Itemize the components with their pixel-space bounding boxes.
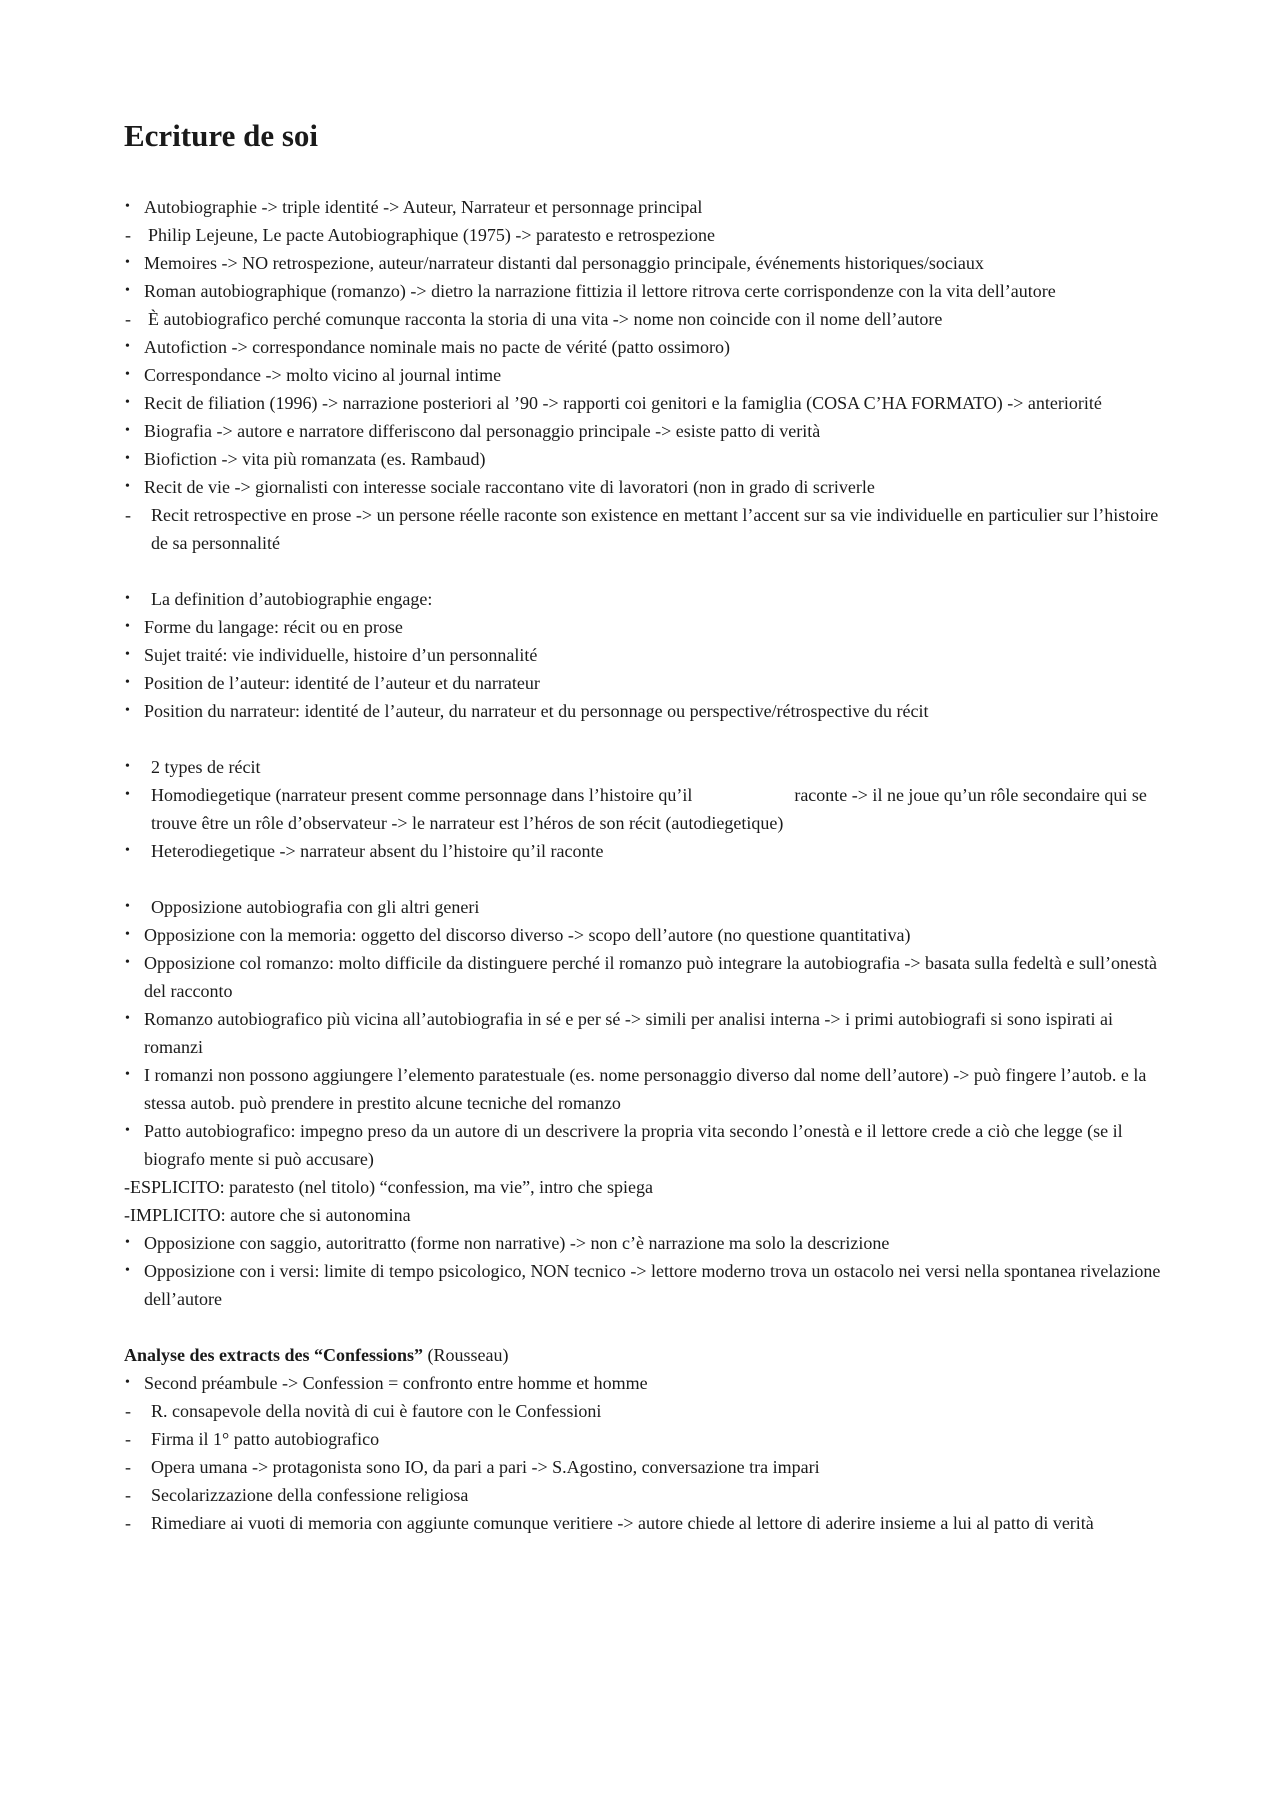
- section-oppositions: [124, 893, 1174, 1313]
- list-item: - Recit retrospective en prose -> un persone réelle raconte son existence en mettant l’accent sur sa vie individuelle en particulier sur l’histoire de sa personnalité: [124, 501, 1174, 557]
- bullet-marker: •: [125, 367, 130, 382]
- bullet-marker: •: [125, 591, 130, 606]
- spacer: [124, 725, 1174, 753]
- list-item: - Rimediare ai vuoti di memoria con aggiunte comunque veritiere -> autore chiede al lettore di aderire insieme a lui al patto di verità: [124, 1509, 1174, 1537]
- list-item: -ESPLICITO: paratesto (nel titolo) “confession, ma vie”, intro che spiega: [124, 1177, 654, 1197]
- section-confessions-analysis: [124, 1341, 1174, 1537]
- list-item: • Autofiction -> correspondance nominale mais no pacte de vérité (patto ossimoro): [124, 333, 1174, 361]
- list-item: • Biofiction -> vita più romanzata (es. Rambaud): [124, 445, 1174, 473]
- bullet-marker: •: [125, 787, 130, 802]
- bullet-marker: •: [125, 1123, 130, 1138]
- section-definition: [124, 585, 1174, 725]
- list-item: • Opposizione con la memoria: oggetto del discorso diverso -> scopo dell’autore (no questione quantitativa): [124, 921, 1174, 949]
- list-item: • 2 types de récit: [124, 753, 1174, 781]
- section-heading: Analyse des extracts des “Confessions” (Rousseau): [124, 1345, 509, 1365]
- list-item: • Recit de filiation (1996) -> narrazione posteriori al ’90 -> rapporti coi genitori e la famiglia (COSA C’HA FORMATO) -> anteriorité: [124, 389, 1174, 417]
- list-item: • Opposizione con saggio, autoritratto (forme non narrative) -> non c’è narrazione ma solo la descrizione: [124, 1229, 1174, 1257]
- list-item: • Opposizione col romanzo: molto difficile da distinguere perché il romanzo può integrare la autobiografia -> basata sulla fedeltà e sull’onestà del racconto: [124, 949, 1174, 1005]
- list-item: • Recit de vie -> giornalisti con interesse sociale raccontano vite di lavoratori (non in grado di scriverle: [124, 473, 1174, 501]
- list-item: • Forme du langage: récit ou en prose: [124, 613, 1174, 641]
- list-item: • Second préambule -> Confession = confronto entre homme et homme: [124, 1369, 1174, 1397]
- list-item: • Position du narrateur: identité de l’auteur, du narrateur et du personnage ou perspective/rétrospective du récit: [124, 697, 1174, 725]
- list-item: • Romanzo autobiografico più vicina all’autobiografia in sé e per sé -> simili per analisi interna -> i primi autobiografi si sono ispirati ai romanzi: [124, 1005, 1174, 1061]
- bullet-marker: •: [125, 703, 130, 718]
- bullet-marker: •: [125, 675, 130, 690]
- bullet-marker: •: [125, 395, 130, 410]
- list-item: • Opposizione autobiografia con gli altri generi: [124, 893, 1174, 921]
- bullet-marker: •: [125, 1375, 130, 1390]
- list-item: • Opposizione con i versi: limite di tempo psicologico, NON tecnico -> lettore moderno trova un ostacolo nei versi nella spontanea rivelazione dell’autore: [124, 1257, 1174, 1313]
- dash-marker: -: [125, 225, 131, 245]
- page-title: Ecriture de soi: [124, 118, 319, 153]
- bullet-marker: •: [125, 423, 130, 438]
- list-item: - Philip Lejeune, Le pacte Autobiographique (1975) -> paratesto e retrospezione: [124, 221, 1174, 249]
- bullet-marker: •: [125, 1235, 130, 1250]
- dash-marker: -: [125, 309, 131, 329]
- list-item: • Position de l’auteur: identité de l’auteur et du narrateur: [124, 669, 1174, 697]
- bullet-marker: •: [125, 1011, 130, 1026]
- dash-marker: -: [125, 1401, 131, 1421]
- list-item: - Opera umana -> protagonista sono IO, da pari a pari -> S.Agostino, conversazione tra impari: [124, 1453, 1174, 1481]
- list-item: • Autobiographie -> triple identité -> Auteur, Narrateur et personnage principal: [124, 193, 1174, 221]
- section-types-of-self-writing: [124, 193, 1174, 557]
- list-item: - Firma il 1° patto autobiografico: [124, 1425, 1174, 1453]
- list-item: • Patto autobiografico: impegno preso da un autore di un descrivere la propria vita secondo l’onestà e il lettore crede a ciò che legge (se il biografo mente si può accusare): [124, 1117, 1174, 1173]
- bullet-marker: •: [125, 283, 130, 298]
- list-item: - R. consapevole della novità di cui è fautore con le Confessioni: [124, 1397, 1174, 1425]
- list-item: - Secolarizzazione della confessione religiosa: [124, 1481, 1174, 1509]
- bullet-marker: •: [125, 843, 130, 858]
- list-item: • Heterodiegetique -> narrateur absent du l’histoire qu’il raconte: [124, 837, 1174, 865]
- list-item: • Memoires -> NO retrospezione, auteur/narrateur distanti dal personaggio principale, événements historiques/sociaux: [124, 249, 1174, 277]
- bullet-marker: •: [125, 255, 130, 270]
- spacer: [124, 865, 1174, 893]
- bullet-marker: •: [125, 647, 130, 662]
- dash-marker: -: [125, 1429, 131, 1449]
- spacer: [124, 557, 1174, 585]
- bullet-marker: •: [125, 451, 130, 466]
- bullet-marker: •: [125, 759, 130, 774]
- list-item: • Homodiegetique (narrateur present comme personnage dans l’histoire qu’il raconte -> il ne joue qu’un rôle secondaire qui se trouve être un rôle d’observateur -> le narrateur est l’héros de son récit (autodiegetique): [124, 781, 1174, 837]
- bullet-marker: •: [125, 955, 130, 970]
- dash-marker: -: [125, 1485, 131, 1505]
- bullet-marker: •: [125, 619, 130, 634]
- list-item: -IMPLICITO: autore che si autonomina: [124, 1205, 411, 1225]
- bullet-marker: •: [125, 479, 130, 494]
- bullet-marker: •: [125, 927, 130, 942]
- dash-marker: -: [125, 1513, 131, 1533]
- bullet-marker: •: [125, 199, 130, 214]
- list-item: • La definition d’autobiographie engage:: [124, 585, 1174, 613]
- list-item: • Sujet traité: vie individuelle, histoire d’un personnalité: [124, 641, 1174, 669]
- list-item: • Correspondance -> molto vicino al journal intime: [124, 361, 1174, 389]
- dash-marker: -: [125, 505, 131, 525]
- bullet-marker: •: [125, 339, 130, 354]
- section-recit-types: [124, 753, 1174, 865]
- bullet-marker: •: [125, 1263, 130, 1278]
- document-body: [124, 193, 1174, 1537]
- spacer: [124, 1313, 1174, 1341]
- dash-marker: -: [125, 1457, 131, 1477]
- list-item: • Roman autobiographique (romanzo) -> dietro la narrazione fittizia il lettore ritrova certe corrispondenze con la vita dell’autore: [124, 277, 1174, 305]
- list-item: - È autobiografico perché comunque racconta la storia di una vita -> nome non coincide con il nome dell’autore: [124, 305, 1174, 333]
- list-item: • I romanzi non possono aggiungere l’elemento paratestuale (es. nome personaggio diverso dal nome dell’autore) -> può fingere l’autob. e la stessa autob. può prendere in prestito alcune tecniche del romanzo: [124, 1061, 1174, 1117]
- list-item: • Biografia -> autore e narratore differiscono dal personaggio principale -> esiste patto di verità: [124, 417, 1174, 445]
- bullet-marker: •: [125, 1067, 130, 1082]
- bullet-marker: •: [125, 899, 130, 914]
